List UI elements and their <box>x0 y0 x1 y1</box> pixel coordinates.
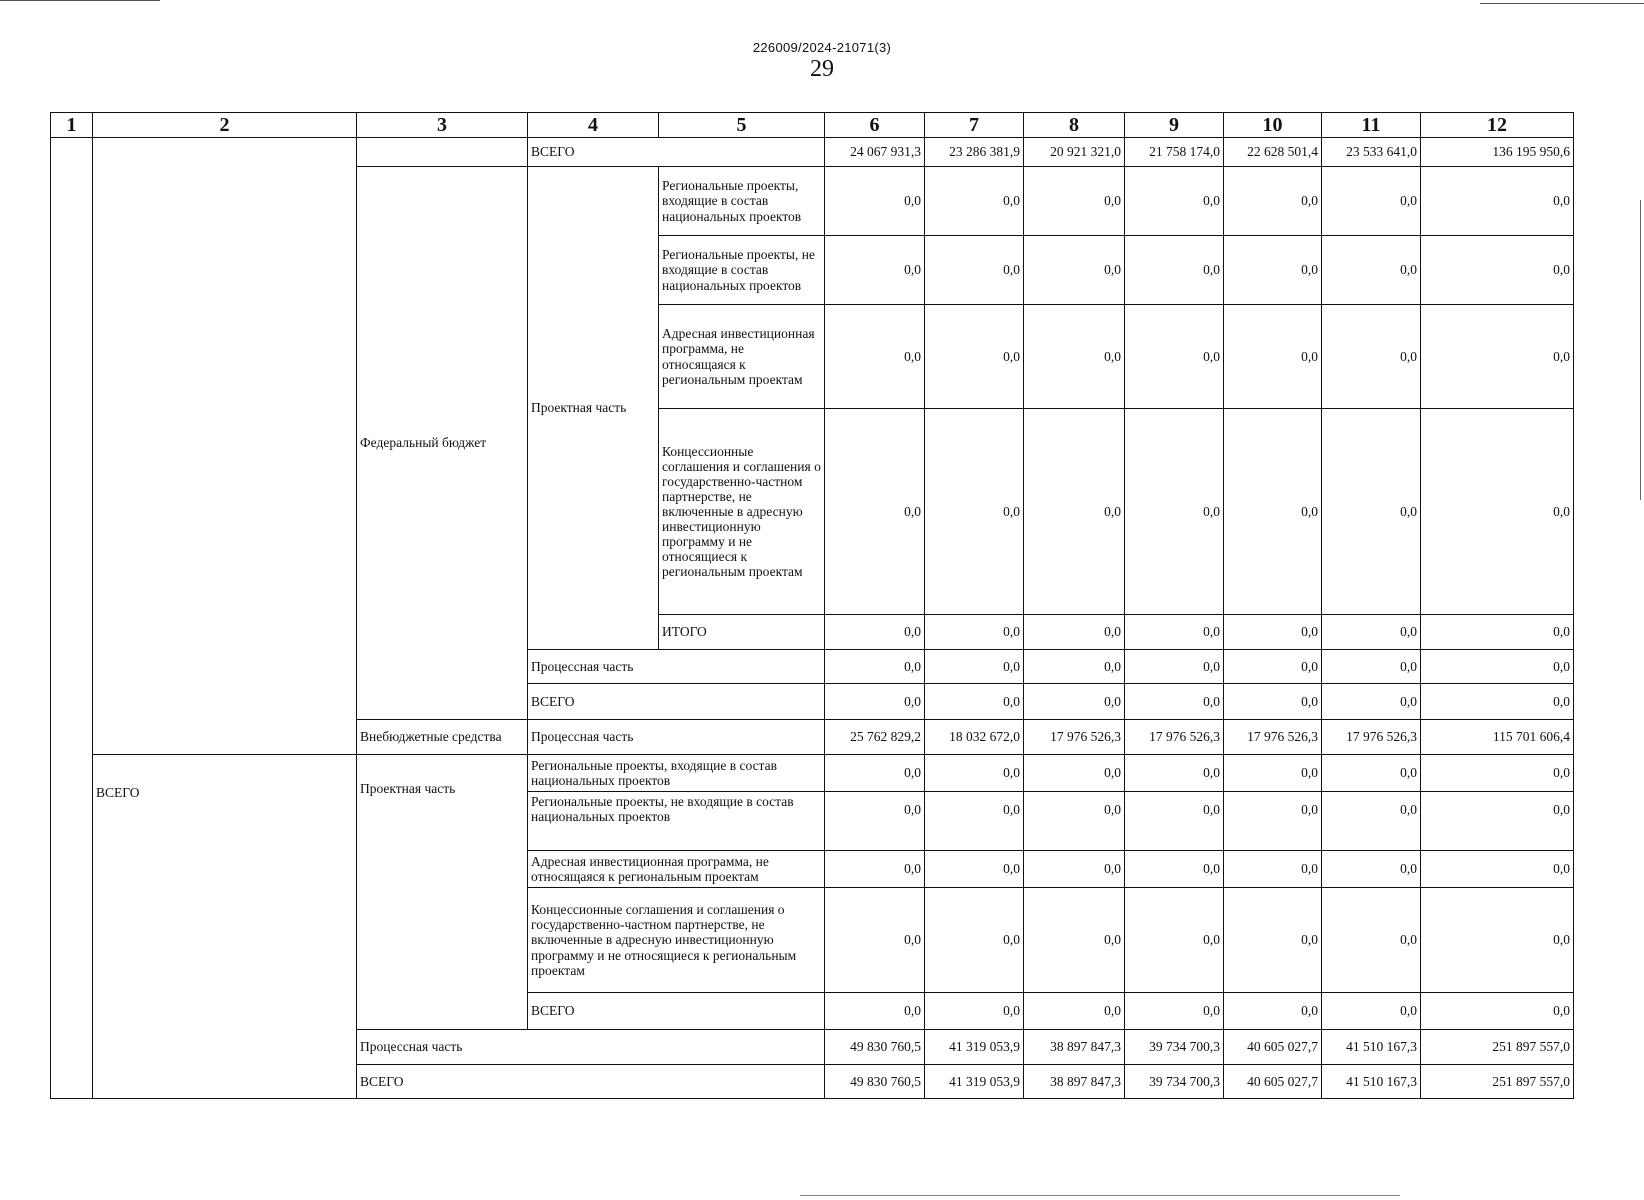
table-cell: 38 897 847,3 <box>1024 1065 1125 1099</box>
table-cell: 0,0 <box>1125 409 1224 615</box>
table-cell: 0,0 <box>1224 236 1322 305</box>
table-row <box>51 138 1574 167</box>
col-header: 7 <box>925 113 1024 138</box>
table-cell: 0,0 <box>1125 993 1224 1030</box>
table-cell: 0,0 <box>1224 409 1322 615</box>
scan-edge-line <box>0 0 160 1</box>
table-cell: 0,0 <box>925 684 1024 720</box>
table-cell: 0,0 <box>925 615 1024 650</box>
row-label: Региональные проекты, входящие в состав национальных проектов <box>659 167 825 236</box>
table-cell: 0,0 <box>1322 792 1421 851</box>
table-cell: 0,0 <box>925 409 1024 615</box>
table-cell: 0,0 <box>1125 755 1224 792</box>
project-part-label: Проектная часть <box>357 755 528 1030</box>
table-cell: 21 758 174,0 <box>1125 138 1224 167</box>
table-cell: 0,0 <box>1024 755 1125 792</box>
scan-edge-line <box>1480 3 1644 4</box>
table-cell: 0,0 <box>1421 305 1574 409</box>
table-cell: 251 897 557,0 <box>1421 1065 1574 1099</box>
table-cell: 0,0 <box>825 167 925 236</box>
table-row <box>51 755 1574 792</box>
col-header: 5 <box>659 113 825 138</box>
table-cell: 0,0 <box>1322 236 1421 305</box>
federal-budget-label: Федеральный бюджет <box>357 167 528 720</box>
col-header: 11 <box>1322 113 1421 138</box>
table-cell: 0,0 <box>1322 650 1421 684</box>
col-header: 6 <box>825 113 925 138</box>
extrabudget-label: Внебюджетные средства <box>357 720 528 755</box>
table-cell: 0,0 <box>1024 851 1125 888</box>
table-cell: 0,0 <box>1322 755 1421 792</box>
table-cell: 39 734 700,3 <box>1125 1065 1224 1099</box>
table-cell: 0,0 <box>1224 650 1322 684</box>
table-cell: 0,0 <box>1421 167 1574 236</box>
table-cell: 0,0 <box>825 409 925 615</box>
row-label: Процессная часть <box>528 720 825 755</box>
scan-edge-line <box>1640 200 1641 500</box>
table-cell: 24 067 931,3 <box>825 138 925 167</box>
page-number: 29 <box>810 56 834 82</box>
col-header: 2 <box>93 113 357 138</box>
budget-table <box>50 112 1574 1099</box>
table-cell: 0,0 <box>825 650 925 684</box>
table-cell: 0,0 <box>1125 650 1224 684</box>
table-cell: 0,0 <box>1024 684 1125 720</box>
row-label: Концессионные соглашения и соглашения о государственно-частном партнерстве, не включенные в адресную инвестиционную программу и не относящиеся к региональным проектам <box>528 888 825 993</box>
table-cell: 0,0 <box>1024 615 1125 650</box>
total-label: ВСЕГО <box>93 755 357 1099</box>
table-cell: 40 605 027,7 <box>1224 1030 1322 1065</box>
table-cell: 0,0 <box>1125 888 1224 993</box>
table-cell: 0,0 <box>825 615 925 650</box>
table-cell: 0,0 <box>1224 993 1322 1030</box>
col3-cell <box>357 138 528 167</box>
col-header: 1 <box>51 113 93 138</box>
table-cell: 0,0 <box>1125 305 1224 409</box>
table-cell: 25 762 829,2 <box>825 720 925 755</box>
col-header: 10 <box>1224 113 1322 138</box>
row-label: Адресная инвестиционная программа, не относящаяся к региональным проектам <box>528 851 825 888</box>
col2-cell <box>93 138 357 755</box>
table-cell: 17 976 526,3 <box>1024 720 1125 755</box>
table-cell: 0,0 <box>825 993 925 1030</box>
table-cell: 0,0 <box>1224 167 1322 236</box>
row-label: ИТОГО <box>659 615 825 650</box>
table-cell: 0,0 <box>1322 993 1421 1030</box>
table-cell: 0,0 <box>1024 888 1125 993</box>
table-cell: 0,0 <box>1024 167 1125 236</box>
table-cell: 0,0 <box>1224 888 1322 993</box>
table-cell: 0,0 <box>1322 167 1421 236</box>
table-cell: 0,0 <box>1421 650 1574 684</box>
table-cell: 17 976 526,3 <box>1224 720 1322 755</box>
row-label: ВСЕГО <box>357 1065 825 1099</box>
table-cell: 23 286 381,9 <box>925 138 1024 167</box>
table-cell: 251 897 557,0 <box>1421 1030 1574 1065</box>
table-cell: 0,0 <box>825 888 925 993</box>
document-number: 226009/2024-21071(3) <box>752 40 892 55</box>
project-part-label: Проектная часть <box>528 167 659 650</box>
table-cell: 0,0 <box>1125 684 1224 720</box>
table-cell: 136 195 950,6 <box>1421 138 1574 167</box>
table-cell: 0,0 <box>1421 993 1574 1030</box>
table-cell: 0,0 <box>1125 236 1224 305</box>
col-header: 9 <box>1125 113 1224 138</box>
table-cell: 40 605 027,7 <box>1224 1065 1322 1099</box>
table-cell: 49 830 760,5 <box>825 1030 925 1065</box>
table-cell: 0,0 <box>1421 755 1574 792</box>
table-cell: 0,0 <box>925 993 1024 1030</box>
row-label: Региональные проекты, входящие в состав национальных проектов <box>528 755 825 792</box>
table-cell: 0,0 <box>1322 684 1421 720</box>
table-cell: 23 533 641,0 <box>1322 138 1421 167</box>
table-cell: 0,0 <box>1024 792 1125 851</box>
table-cell: 0,0 <box>825 851 925 888</box>
table-cell: 0,0 <box>1224 615 1322 650</box>
table-cell: 0,0 <box>1024 236 1125 305</box>
table-cell: 0,0 <box>1322 888 1421 993</box>
table-cell: 0,0 <box>1421 409 1574 615</box>
table-cell: 0,0 <box>925 305 1024 409</box>
table-cell: 0,0 <box>825 792 925 851</box>
table-cell: 17 976 526,3 <box>1125 720 1224 755</box>
table-cell: 0,0 <box>1125 792 1224 851</box>
table-cell: 0,0 <box>825 305 925 409</box>
table-cell: 0,0 <box>1322 305 1421 409</box>
row-label: Процессная часть <box>528 650 825 684</box>
table-cell: 0,0 <box>1125 167 1224 236</box>
table-cell: 41 319 053,9 <box>925 1030 1024 1065</box>
table-cell: 0,0 <box>925 650 1024 684</box>
col-header: 4 <box>528 113 659 138</box>
table-cell: 0,0 <box>1421 792 1574 851</box>
table-cell: 0,0 <box>1024 305 1125 409</box>
row-label: ВСЕГО <box>528 684 825 720</box>
col-header: 3 <box>357 113 528 138</box>
table-cell: 0,0 <box>1421 888 1574 993</box>
table-cell: 0,0 <box>1322 851 1421 888</box>
table-cell: 41 510 167,3 <box>1322 1030 1421 1065</box>
table-cell: 0,0 <box>925 236 1024 305</box>
table-cell: 115 701 606,4 <box>1421 720 1574 755</box>
table-cell: 0,0 <box>925 888 1024 993</box>
table-cell: 0,0 <box>825 755 925 792</box>
table-cell: 0,0 <box>1224 792 1322 851</box>
table-cell: 0,0 <box>1421 615 1574 650</box>
table-cell: 0,0 <box>1224 851 1322 888</box>
table-cell: 0,0 <box>1024 650 1125 684</box>
table-cell: 38 897 847,3 <box>1024 1030 1125 1065</box>
row-label: Региональные проекты, не входящие в состав национальных проектов <box>659 236 825 305</box>
row-label: ВСЕГО <box>528 138 825 167</box>
table-cell: 0,0 <box>1322 409 1421 615</box>
table-cell: 0,0 <box>825 236 925 305</box>
table-cell: 22 628 501,4 <box>1224 138 1322 167</box>
table-cell: 0,0 <box>1322 615 1421 650</box>
table-cell: 17 976 526,3 <box>1322 720 1421 755</box>
table-cell: 0,0 <box>925 792 1024 851</box>
table-cell: 0,0 <box>925 851 1024 888</box>
table-cell: 0,0 <box>1024 409 1125 615</box>
table-cell: 0,0 <box>925 167 1024 236</box>
col-header: 8 <box>1024 113 1125 138</box>
table-cell: 0,0 <box>1224 755 1322 792</box>
row-label: Процессная часть <box>357 1030 825 1065</box>
row-label: Концессионные соглашения и соглашения о государственно-частном партнерстве, не включенные в адресную инвестиционную программу и не относящиеся к региональным проектам <box>659 409 825 615</box>
table-cell: 0,0 <box>1421 684 1574 720</box>
table-cell: 49 830 760,5 <box>825 1065 925 1099</box>
table-cell: 0,0 <box>925 755 1024 792</box>
table-cell: 0,0 <box>1224 684 1322 720</box>
table-cell: 0,0 <box>1125 851 1224 888</box>
col-header: 12 <box>1421 113 1574 138</box>
row-label: Региональные проекты, не входящие в состав национальных проектов <box>528 792 825 851</box>
table-cell: 18 032 672,0 <box>925 720 1024 755</box>
table-cell: 0,0 <box>1024 993 1125 1030</box>
col1-cell <box>51 138 93 1099</box>
table-cell: 41 510 167,3 <box>1322 1065 1421 1099</box>
table-cell: 0,0 <box>1125 615 1224 650</box>
table-cell: 39 734 700,3 <box>1125 1030 1224 1065</box>
row-label: ВСЕГО <box>528 993 825 1030</box>
scan-edge-line <box>800 1195 1400 1196</box>
table-cell: 20 921 321,0 <box>1024 138 1125 167</box>
table-cell: 0,0 <box>1224 305 1322 409</box>
table-cell: 41 319 053,9 <box>925 1065 1024 1099</box>
table-cell: 0,0 <box>1421 851 1574 888</box>
row-label: Адресная инвестиционная программа, не относящаяся к региональным проектам <box>659 305 825 409</box>
table-cell: 0,0 <box>1421 236 1574 305</box>
header-row <box>51 113 1574 138</box>
table-cell: 0,0 <box>825 684 925 720</box>
